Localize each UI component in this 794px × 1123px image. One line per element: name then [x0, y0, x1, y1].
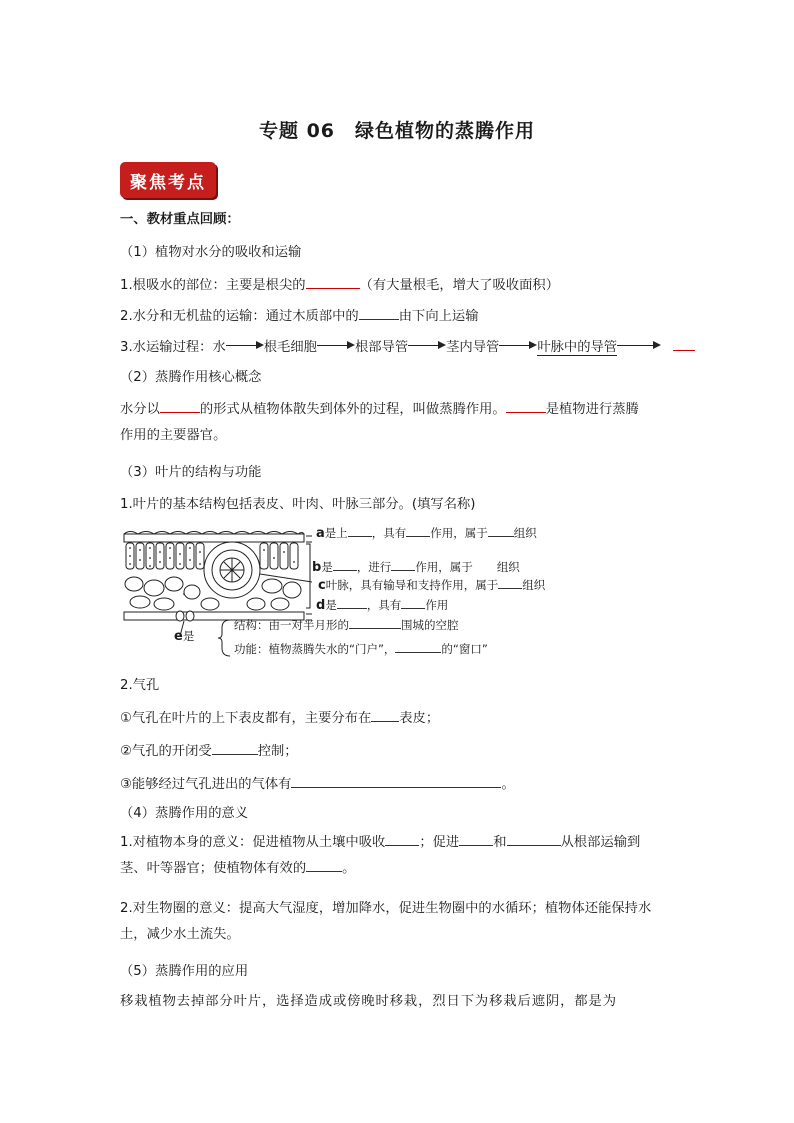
arrow-icon [499, 341, 537, 353]
blank-stoma-exit[interactable] [673, 336, 695, 351]
subheading-leaf-structure: （3）叶片的结构与功能 [120, 465, 262, 480]
brace-icon [216, 618, 232, 658]
focus-badge: 聚焦考点 [120, 162, 216, 198]
application-paragraph: 移栽植物去掉部分叶片，选择造成或傍晚时移栽，烈日下为移栽后遮阴，都是为 [120, 994, 617, 1009]
page-title: 专题 06 绿色植物的蒸腾作用 [258, 120, 536, 142]
subheading-concept: （2）蒸腾作用核心概念 [120, 370, 262, 385]
label-e: e是 [174, 629, 195, 644]
stoma-point-1: ①气孔在叶片的上下表皮都有，主要分布在 表皮； [120, 707, 680, 729]
label-c: c叶脉，具有输导和支持作用，属于 组织 [318, 578, 546, 593]
label-b: b是 ，进行 作用，属于 组织 [312, 560, 520, 575]
blank-water2[interactable] [459, 831, 493, 846]
arrow-icon [408, 341, 446, 353]
subheading-absorption: （1）植物对水分的吸收和运输 [120, 245, 302, 260]
blank-gases[interactable] [291, 773, 501, 788]
label-d: d是 ，具有 作用 [316, 598, 449, 613]
arrow-icon [317, 341, 355, 353]
question-1: 1.根吸水的部位：主要是根尖的 （有大量根毛，增大了吸收面积） [120, 274, 680, 296]
blank-cooling[interactable] [306, 857, 342, 872]
subheading-application: （5）蒸腾作用的应用 [120, 964, 249, 979]
significance-biosphere: 2.对生物圈的意义：提高大气湿度，增加降水，促进生物圈中的水循环；植物体还能保持水 土，减少水土流失。 [120, 901, 652, 942]
arrow-icon [226, 341, 264, 353]
blank-guard-cells[interactable] [212, 740, 258, 755]
definition-paragraph: 水分以 的形式从植物体散失到体外的过程，叫做蒸腾作用。 是植物进行蒸腾 作用的主要器官。 [120, 397, 680, 449]
label-a: a是上 ，具有 作用，属于 组织 [316, 526, 537, 541]
stoma-function-line: 功能：植物蒸腾失水的“门户”， 的“窗口” [234, 642, 488, 656]
blank-lower[interactable] [371, 707, 399, 722]
blank-minerals[interactable] [507, 831, 561, 846]
blank-leaf[interactable] [506, 398, 546, 413]
subheading-significance: （4）蒸腾作用的意义 [120, 806, 249, 821]
blank-vapor[interactable] [160, 398, 200, 413]
stoma-point-3: ③能够经过气孔进出的气体有 。 [120, 773, 680, 795]
arrow-icon [617, 341, 661, 353]
stoma-heading: 2.气孔 [120, 678, 160, 693]
leaf-structure-intro: 1.叶片的基本结构包括表皮、叶肉、叶脉三部分。(填写名称) [120, 497, 476, 512]
blank-water[interactable] [385, 831, 419, 846]
question-2: 2.水分和无机盐的运输：通过木质部中的 由下向上运输 [120, 305, 680, 327]
section-heading: 一、教材重点回顾： [120, 212, 240, 227]
question-3-flow: 3.水运输过程：水 根毛细胞 根部导管 茎内导管 叶脉中的导管 [120, 336, 680, 358]
blank-vessel[interactable] [359, 305, 399, 320]
leaf-cross-section-diagram [120, 524, 680, 674]
stoma-point-2: ②气孔的开闭受 控制； [120, 740, 680, 762]
stoma-structure-line: 结构：由一对半月形的 围城的空腔 [234, 618, 459, 632]
significance-plant: 1.对植物本身的意义：促进植物从土壤中吸收 ；促进 和 从根部运输到 茎、叶等器官；使植物体有效的 。 [120, 830, 680, 882]
blank-root-tip[interactable] [306, 274, 360, 289]
